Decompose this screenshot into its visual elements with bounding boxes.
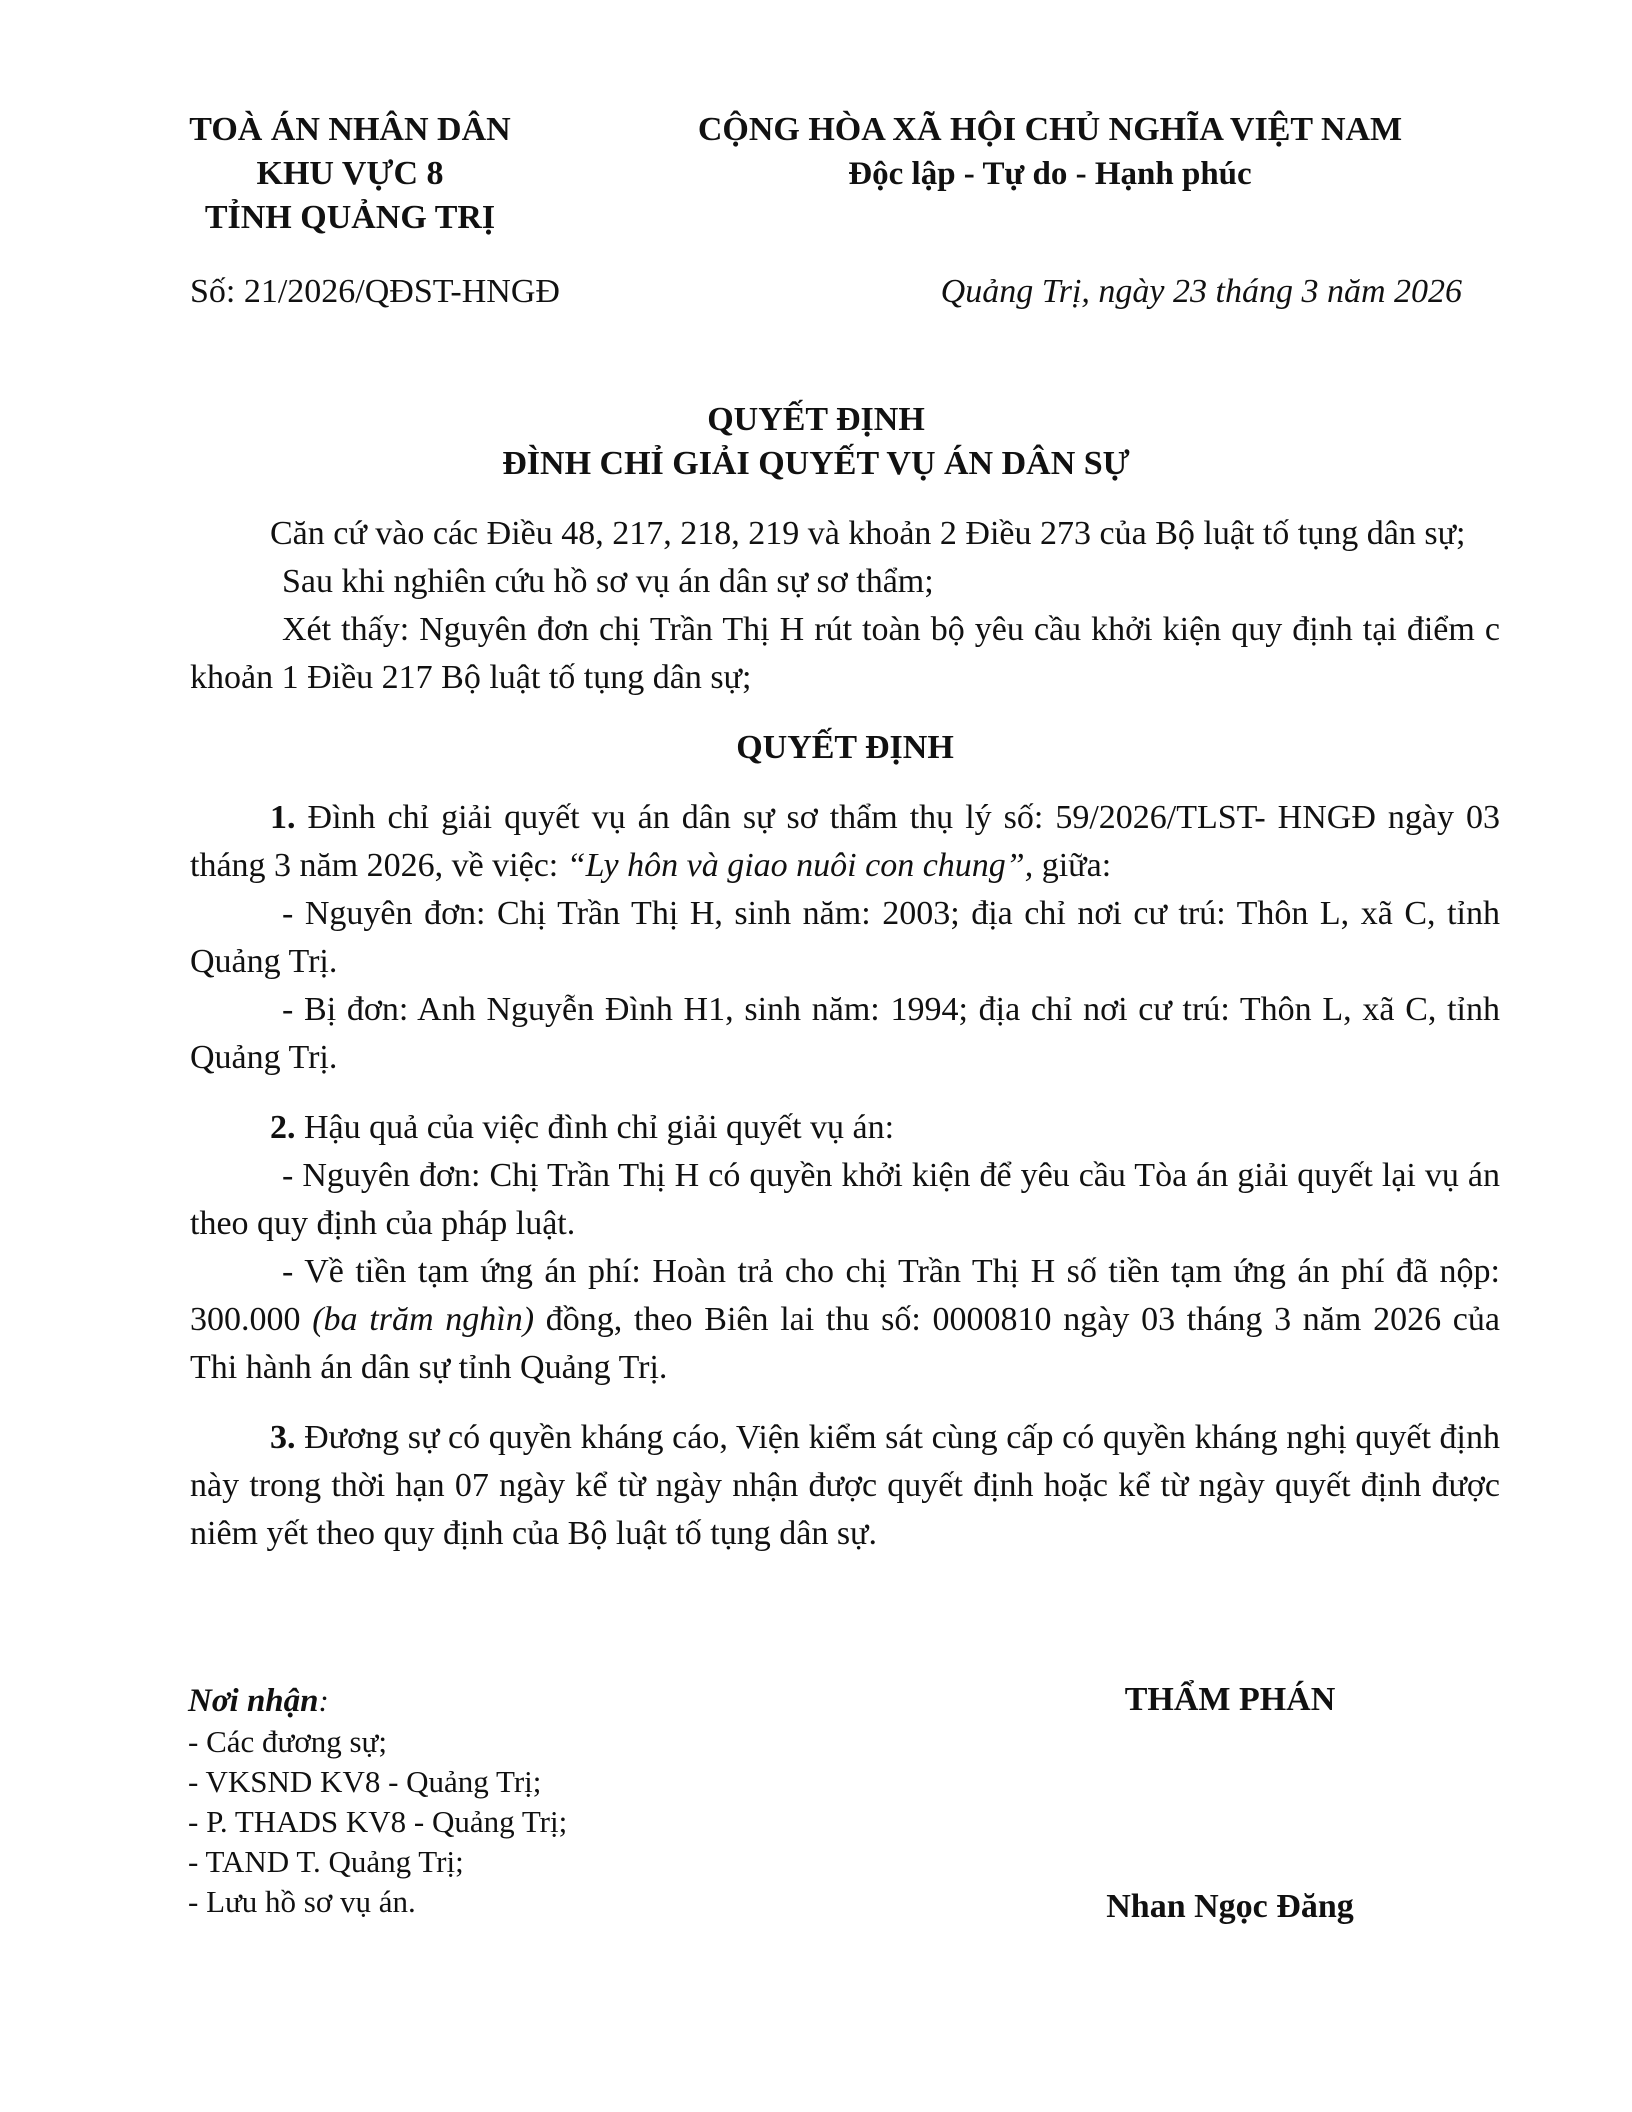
document-title-line-2: ĐÌNH CHỈ GIẢI QUYẾT VỤ ÁN DÂN SỰ (502, 445, 1130, 482)
fee-text-end: đồng, theo Biên lai thu số: 0000810 ngày 03 tháng 3 năm 2026 của Thi hành án dân sự tỉnh Quảng Trị. (190, 1301, 1500, 1386)
nation-motto: Độc lập - Tự do - Hạnh phúc (848, 156, 1252, 192)
item-2-number: 2. (270, 1109, 296, 1146)
recipient-item: - P. THADS KV8 - Quảng Trị; (188, 1804, 568, 1839)
case-title: “Ly hôn và giao nuôi con chung”, (566, 847, 1034, 884)
item-3-text: Đương sự có quyền kháng cáo, Viện kiểm sát cùng cấp có quyền kháng nghị quyết định này trong thời hạn 07 ngày kể từ ngày nhận được quyết định hoặc kể từ ngày quyết định được niêm yết theo quy định của Bộ luật tố tụng dân sự. (190, 1419, 1500, 1552)
recipients (188, 1680, 567, 1922)
recipients-title: Nơi nhận (188, 1683, 319, 1719)
ground-considering: Xét thấy: Nguyên đơn chị Trần Thị H rút toàn bộ yêu cầu khởi kiện quy định tại điểm c khoản 1 Điều 217 Bộ luật tố tụng dân sự; (190, 611, 1500, 696)
document-body (190, 510, 1500, 1558)
decision-item-1 (190, 794, 1500, 890)
plaintiff-info: - Nguyên đơn: Chị Trần Thị H, sinh năm: 2003; địa chỉ nơi cư trú: Thôn L, xã C, tỉnh Quảng Trị. (190, 895, 1500, 980)
item-2-text: Hậu quả của việc đình chỉ giải quyết vụ án: (295, 1109, 895, 1146)
item-3-number: 3. (270, 1419, 296, 1456)
consequence-fee (190, 1248, 1500, 1392)
ground-research: Sau khi nghiên cứu hồ sơ vụ án dân sự sơ thẩm; (282, 563, 934, 600)
recipient-item: - VKSND KV8 - Quảng Trị; (188, 1764, 542, 1799)
court-name-line-2: KHU VỰC 8 (256, 155, 444, 192)
ground-legal-basis: Căn cứ vào các Điều 48, 217, 218, 219 và khoản 2 Điều 273 của Bộ luật tố tụng dân sự; (270, 515, 1466, 552)
decision-item-3 (190, 1414, 1500, 1558)
recipients-colon: : (318, 1683, 329, 1718)
document-title (0, 398, 1632, 486)
judge-title: THẨM PHÁN (1124, 1681, 1336, 1718)
recipients-heading (188, 1680, 567, 1722)
item-1-text-end: giữa: (1033, 847, 1112, 884)
court-name (150, 108, 550, 240)
recipient-item: - TAND T. Quảng Trị; (188, 1844, 464, 1879)
national-header (640, 108, 1460, 196)
document-title-line-1: QUYẾT ĐỊNH (707, 401, 925, 438)
fee-text: - Về tiền tạm ứng án phí: Hoàn trả cho chị Trần Thị H số tiền tạm ứng án phí đã nộp: 300.000 (190, 1253, 1500, 1338)
item-1-text: Đình chỉ giải quyết vụ án dân sự sơ thẩm thụ lý số: 59/2026/TLST- HNGĐ ngày 03 tháng 3 năm 2026, về việc: (190, 799, 1500, 884)
place-date: Quảng Trị, ngày 23 tháng 3 năm 2026 (940, 273, 1462, 310)
court-name-line-1: TOÀ ÁN NHÂN DÂN (189, 111, 511, 148)
fee-amount-words: (ba trăm nghìn) (312, 1301, 535, 1338)
defendant-info: - Bị đơn: Anh Nguyễn Đình H1, sinh năm: 1994; địa chỉ nơi cư trú: Thôn L, xã C, tỉnh Quảng Trị. (190, 991, 1500, 1076)
item-1-number: 1. (270, 799, 296, 836)
recipient-item: - Lưu hồ sơ vụ án. (188, 1884, 416, 1919)
recipient-item: - Các đương sự; (188, 1724, 387, 1759)
consequence-plaintiff: - Nguyên đơn: Chị Trần Thị H có quyền khởi kiện để yêu cầu Tòa án giải quyết lại vụ án theo quy định của pháp luật. (190, 1157, 1500, 1242)
court-name-line-3: TỈNH QUẢNG TRỊ (204, 199, 496, 236)
document-number: Số: 21/2026/QĐST-HNGĐ (190, 273, 560, 310)
nation-name: CỘNG HÒA XÃ HỘI CHỦ NGHĨA VIỆT NAM (697, 111, 1403, 148)
decision-item-2 (190, 1104, 1500, 1152)
judge-name: Nhan Ngọc Đăng (1106, 1888, 1354, 1925)
decision-heading: QUYẾT ĐỊNH (736, 729, 954, 766)
